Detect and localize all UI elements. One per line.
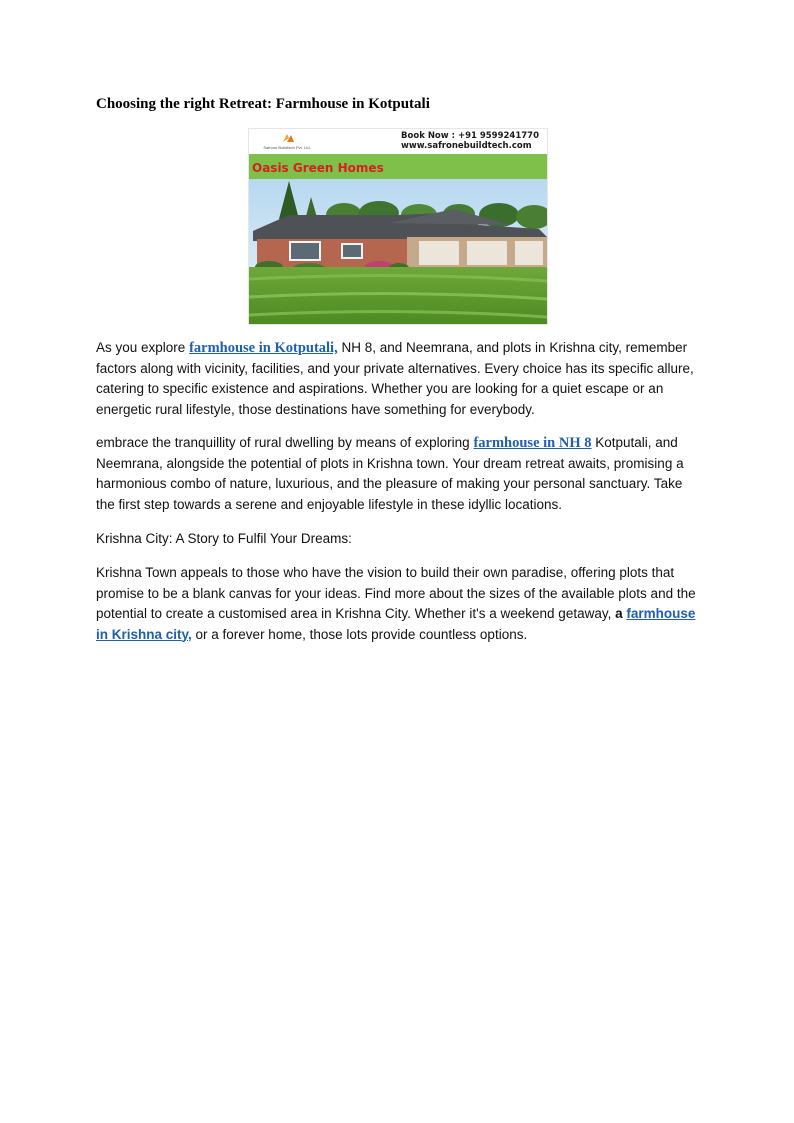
banner-heading: Oasis Green Homes xyxy=(252,161,384,175)
paragraph-2 xyxy=(96,433,700,515)
farmhouse-krishna-city-link[interactable]: farmhouse in Krishna city, xyxy=(96,606,696,642)
house-photo xyxy=(249,179,547,324)
farmhouse-nh8-link[interactable]: farmhouse in NH 8 xyxy=(473,435,592,451)
banner-header xyxy=(249,129,547,154)
paragraph-4 xyxy=(96,563,700,645)
paragraph-1 xyxy=(96,338,700,420)
p1-text-end: NH 8, and Neemrana, and plots in Krishna city, remember factors along with vicinity, facilities, and your private alternatives. Every choice has its specific allure, catering to specific existence and aspirations. Whether you are looking for a quiet escape or an energetic rural lifestyle, those destinations have something for everybody. xyxy=(96,340,694,417)
p1-text-start: As you explore xyxy=(96,340,190,355)
p4-text-end: or a forever home, those lots provide countless options. xyxy=(191,626,528,642)
p4-bold-article: a xyxy=(615,606,623,621)
logo-mark-icon xyxy=(281,133,295,143)
banner-image xyxy=(248,128,548,325)
p2-text-start: embrace the tranquillity of rural dwelling by means of exploring xyxy=(96,435,474,450)
farmhouse-kotputali-link[interactable]: farmhouse in Kotputali, xyxy=(189,340,338,356)
section-heading-krishna-city: Krishna City: A Story to Fulfil Your Dreams: xyxy=(96,531,352,546)
company-logo xyxy=(257,133,317,153)
website-line: www.safronebuildtech.com xyxy=(401,141,532,151)
banner-contact xyxy=(401,131,539,151)
book-now-line: Book Now : +91 9599241770 xyxy=(401,131,539,141)
p4-text-start: Krishna Town appeals to those who have the vision to build their own paradise, offering plots that promise to be a blank canvas for your ideas. Find more about the sizes of the available plots and the potential to create a customised area in Krishna City. Whether it's a weekend getaway, xyxy=(96,565,696,621)
document-title: Choosing the right Retreat: Farmhouse in Kotputali xyxy=(96,96,430,112)
logo-text: Safrone Buildtech Pvt. Ltd. xyxy=(263,145,311,150)
p2-text-end: Kotputali, and Neemrana, alongside the potential of plots in Krishna town. Your dream retreat awaits, promising a harmonious combo of nature, luxurious, and the pleasure of making your personal sanctuary. Take the first step towards a serene and enjoyable lifestyle in these idyllic locations. xyxy=(96,435,684,512)
